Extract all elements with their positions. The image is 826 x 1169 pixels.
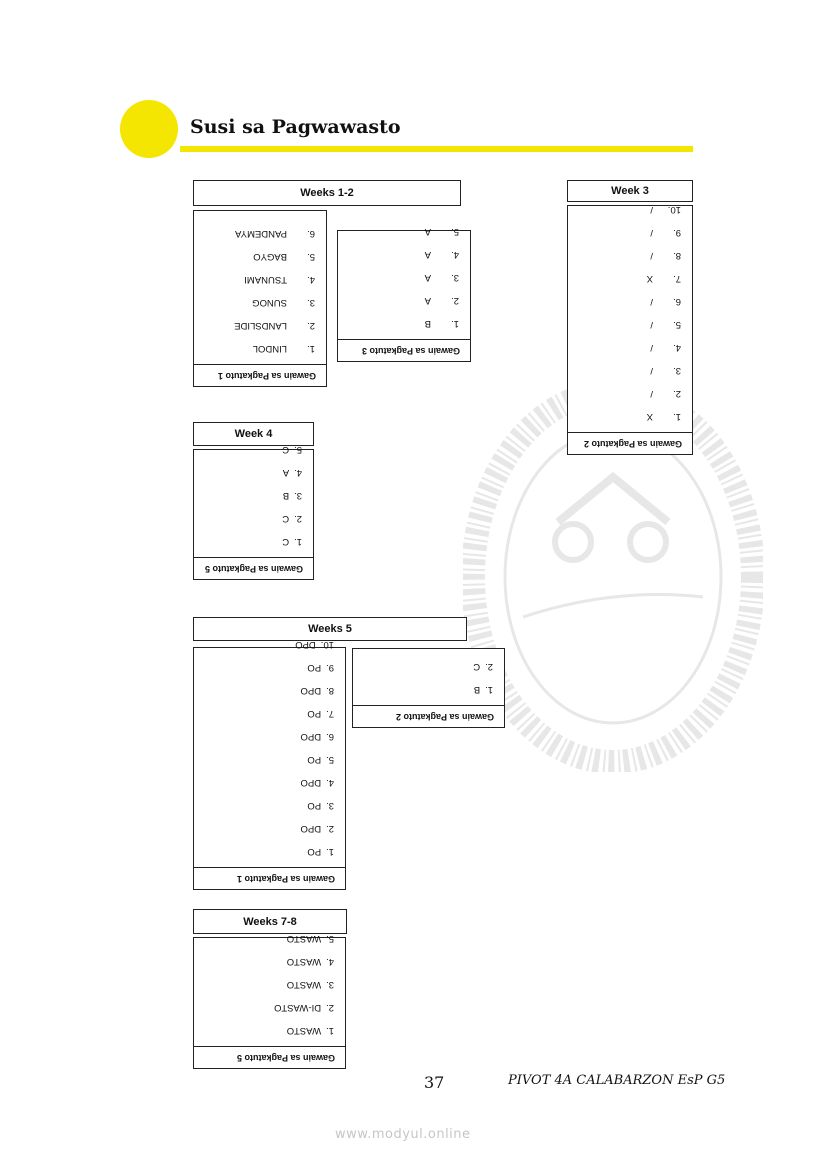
item-number: 5. bbox=[326, 933, 334, 944]
answer-item bbox=[338, 220, 470, 243]
item-answer: WASTO bbox=[286, 933, 322, 944]
item-answer: SUNOG bbox=[252, 297, 287, 308]
item-number: 2. bbox=[307, 320, 315, 331]
answer-item bbox=[194, 1019, 345, 1042]
answer-item bbox=[568, 336, 692, 359]
item-number: 6. bbox=[307, 228, 315, 239]
item-answer: B bbox=[282, 490, 290, 501]
item-number: 1. bbox=[485, 684, 493, 695]
item-number: 3. bbox=[326, 800, 334, 811]
header-circle-decoration bbox=[120, 100, 178, 158]
answer-item bbox=[568, 359, 692, 382]
item-number: 7. bbox=[326, 708, 334, 719]
answer-item bbox=[568, 244, 692, 267]
item-number: 5. bbox=[673, 319, 681, 330]
item-answer: PANDEMYA bbox=[235, 228, 287, 239]
answer-item bbox=[194, 679, 345, 702]
table-title: Gawain sa Pagkatuto 2 bbox=[353, 705, 504, 727]
item-answer: PO bbox=[307, 754, 322, 765]
answer-item bbox=[194, 996, 345, 1019]
answer-item bbox=[194, 633, 345, 656]
item-number: 10. bbox=[320, 639, 334, 650]
item-number: 10. bbox=[667, 204, 681, 215]
answer-item bbox=[194, 656, 345, 679]
item-number: 4. bbox=[326, 956, 334, 967]
item-number: 5. bbox=[294, 444, 302, 455]
item-answer: WASTO bbox=[286, 1025, 322, 1036]
answer-item bbox=[568, 267, 692, 290]
item-number: 8. bbox=[326, 685, 334, 696]
item-number: 1. bbox=[451, 318, 459, 329]
item-number: 8. bbox=[673, 250, 681, 261]
item-number: 5. bbox=[451, 226, 459, 237]
answer-item bbox=[194, 530, 313, 553]
w78-gp5-table bbox=[193, 933, 346, 1069]
item-number: 2. bbox=[294, 513, 302, 524]
item-answer: / bbox=[650, 227, 653, 238]
w12-gp3-table bbox=[337, 226, 471, 362]
answer-item bbox=[194, 245, 326, 268]
w3-gp2-table bbox=[567, 205, 693, 455]
item-answer: C bbox=[282, 536, 290, 547]
item-number: 2. bbox=[673, 388, 681, 399]
item-number: 5. bbox=[326, 754, 334, 765]
answer-item bbox=[194, 222, 326, 245]
item-answer: B bbox=[424, 318, 431, 329]
item-number: 3. bbox=[451, 272, 459, 283]
answer-item bbox=[194, 817, 345, 840]
answer-item bbox=[194, 314, 326, 337]
item-number: 6. bbox=[326, 731, 334, 742]
item-answer: DPO bbox=[300, 823, 322, 834]
item-number: 2. bbox=[326, 1002, 334, 1013]
footer-text: PIVOT 4A CALABARZON EsP G5 bbox=[508, 1073, 726, 1088]
item-answer: / bbox=[650, 342, 653, 353]
item-answer: DPO bbox=[300, 777, 322, 788]
answer-item bbox=[568, 290, 692, 313]
answer-item bbox=[194, 748, 345, 771]
answer-item bbox=[194, 484, 313, 507]
item-answer: DPO bbox=[295, 639, 316, 650]
week-3-label: Week 3 bbox=[611, 185, 649, 197]
page-title: Susi sa Pagwawasto bbox=[190, 116, 401, 138]
item-answer: A bbox=[424, 226, 431, 237]
answer-item bbox=[194, 840, 345, 863]
answer-item bbox=[194, 337, 326, 360]
answer-item bbox=[353, 678, 504, 701]
item-answer: / bbox=[650, 296, 653, 307]
item-answer: WASTO bbox=[286, 956, 322, 967]
item-answer: DPO bbox=[300, 731, 322, 742]
item-number: 1. bbox=[294, 536, 302, 547]
answer-item bbox=[338, 266, 470, 289]
item-answer: WASTO bbox=[286, 979, 322, 990]
page-number: 37 bbox=[424, 1073, 445, 1092]
item-number: 1. bbox=[673, 411, 681, 422]
item-answer: A bbox=[282, 467, 290, 478]
item-number: 9. bbox=[673, 227, 681, 238]
answer-item bbox=[194, 927, 345, 950]
item-answer: C bbox=[282, 444, 290, 455]
weeks-5-label: Weeks 5 bbox=[308, 623, 352, 635]
item-answer: BAGYO bbox=[253, 251, 287, 262]
item-number: 2. bbox=[451, 295, 459, 306]
item-answer: PO bbox=[307, 708, 322, 719]
item-answer: DI-WASTO bbox=[274, 1002, 322, 1013]
weeks-1-2-header bbox=[193, 180, 461, 206]
answer-item bbox=[353, 655, 504, 678]
table-title: Gawain sa Pagkatuto 1 bbox=[194, 867, 345, 889]
item-number: 4. bbox=[307, 274, 315, 285]
title-underline bbox=[180, 146, 693, 152]
table-title: Gawain sa Pagkatuto 1 bbox=[194, 364, 326, 386]
site-watermark: www.modyul.online bbox=[335, 1127, 471, 1142]
item-answer: DPO bbox=[300, 685, 322, 696]
item-answer: / bbox=[650, 365, 653, 376]
item-answer: LANDSLIDE bbox=[234, 320, 287, 331]
item-number: 4. bbox=[451, 249, 459, 260]
item-number: 1. bbox=[326, 846, 334, 857]
item-answer: B bbox=[473, 684, 481, 695]
item-answer: / bbox=[650, 204, 653, 215]
item-number: 2. bbox=[485, 661, 493, 672]
item-number: 3. bbox=[307, 297, 315, 308]
item-answer: PO bbox=[307, 800, 322, 811]
item-number: 9. bbox=[326, 662, 334, 673]
item-number: 4. bbox=[326, 777, 334, 788]
item-answer: PO bbox=[307, 846, 322, 857]
answer-item bbox=[194, 438, 313, 461]
answer-item bbox=[194, 268, 326, 291]
item-answer: / bbox=[650, 388, 653, 399]
answer-item bbox=[194, 794, 345, 817]
weeks-7-8-label: Weeks 7-8 bbox=[243, 915, 297, 928]
answer-item bbox=[194, 291, 326, 314]
week-4-label: Week 4 bbox=[234, 428, 273, 440]
w4-gp5-table bbox=[193, 444, 314, 580]
item-answer: / bbox=[650, 319, 653, 330]
item-answer: PO bbox=[307, 662, 322, 673]
answer-item bbox=[194, 725, 345, 748]
item-number: 3. bbox=[326, 979, 334, 990]
answer-item bbox=[194, 973, 345, 996]
answer-item bbox=[194, 507, 313, 530]
item-answer: TSUNAMI bbox=[244, 274, 287, 285]
answer-item bbox=[568, 221, 692, 244]
item-number: 4. bbox=[294, 467, 302, 478]
item-number: 1. bbox=[326, 1025, 334, 1036]
answer-item bbox=[194, 461, 313, 484]
answer-item bbox=[568, 198, 692, 221]
w5-gp2-table bbox=[352, 648, 505, 728]
answer-item bbox=[338, 312, 470, 335]
answer-item bbox=[194, 702, 345, 725]
item-answer: / bbox=[650, 250, 653, 261]
item-answer: LINDOL bbox=[252, 343, 287, 354]
answer-item bbox=[568, 313, 692, 336]
item-number: 7. bbox=[673, 273, 681, 284]
item-answer: A bbox=[424, 295, 431, 306]
item-number: 6. bbox=[673, 296, 681, 307]
item-number: 1. bbox=[307, 343, 315, 354]
item-answer: A bbox=[424, 272, 431, 283]
answer-item bbox=[338, 289, 470, 312]
answer-item bbox=[568, 405, 692, 428]
item-answer: C bbox=[282, 513, 290, 524]
answer-item bbox=[568, 382, 692, 405]
item-number: 5. bbox=[307, 251, 315, 262]
item-answer: X bbox=[646, 273, 653, 284]
item-number: 4. bbox=[673, 342, 681, 353]
table-title: Gawain sa Pagkatuto 5 bbox=[194, 557, 313, 579]
item-answer: X bbox=[646, 411, 653, 422]
item-answer: A bbox=[424, 249, 431, 260]
answer-item bbox=[338, 243, 470, 266]
item-number: 2. bbox=[326, 823, 334, 834]
w5-gp1-table bbox=[193, 639, 346, 890]
table-title: Gawain sa Pagkatuto 5 bbox=[194, 1046, 345, 1068]
item-number: 3. bbox=[294, 490, 302, 501]
w12-gp1-table bbox=[193, 210, 327, 387]
table-title: Gawain sa Pagkatuto 2 bbox=[568, 432, 692, 454]
item-number: 3. bbox=[673, 365, 681, 376]
table-title: Gawain sa Pagkatuto 3 bbox=[338, 339, 470, 361]
item-answer: C bbox=[473, 661, 481, 672]
answer-item bbox=[194, 771, 345, 794]
weeks-1-2-label: Weeks 1-2 bbox=[300, 187, 354, 199]
answer-item bbox=[194, 950, 345, 973]
